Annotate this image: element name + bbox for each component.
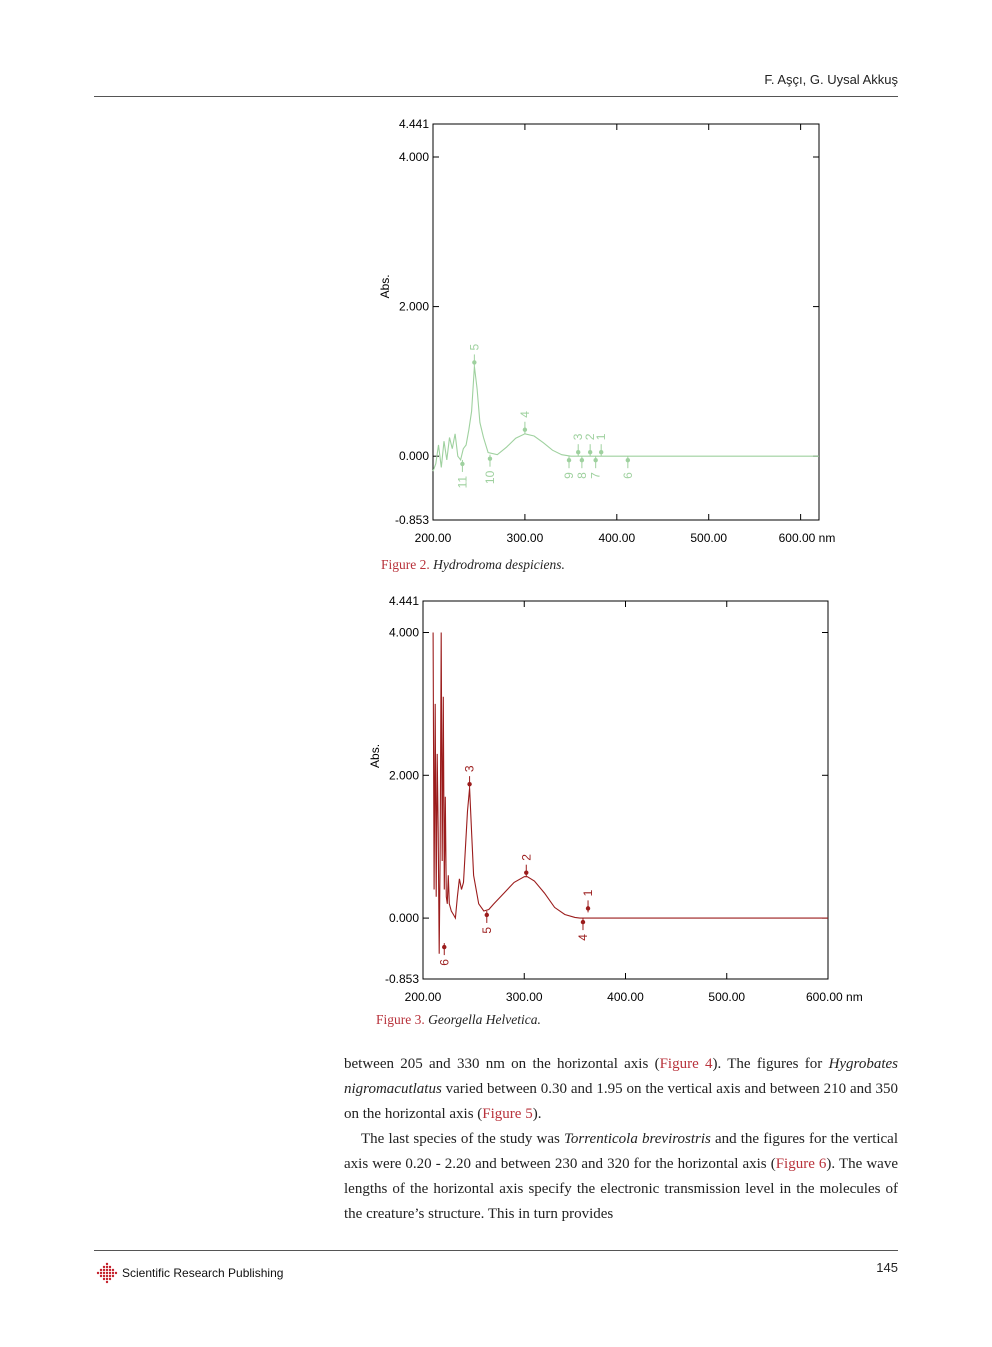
figure-3-caption-text: Georgella Helvetica. xyxy=(428,1012,541,1027)
x-tick-label: 300.00 xyxy=(506,531,544,545)
peak-label: 3 xyxy=(571,433,586,441)
logo-dot xyxy=(103,1278,105,1280)
peak-marker-dot xyxy=(567,458,571,462)
logo-dot xyxy=(97,1272,99,1274)
peak-label: 4 xyxy=(575,934,590,941)
logo-dot xyxy=(103,1275,105,1277)
header-rule xyxy=(94,96,898,97)
x-tick-label: 200.00 xyxy=(404,990,442,1004)
text-run: and the figures for the vertical axis were 0.20 - 2.20 and between 230 and 320 for the horizontal axis ( xyxy=(344,1131,899,1172)
y-tick-label: 2.000 xyxy=(388,768,419,783)
text-run: ). xyxy=(532,1106,542,1122)
y-axis-label: Abs. xyxy=(368,743,382,768)
figure-3-number: Figure 3. xyxy=(376,1012,425,1027)
logo-dot xyxy=(106,1278,108,1280)
peak-marker-dot xyxy=(599,450,603,454)
x-tick-label: 500.00 xyxy=(708,990,746,1004)
peak-label: 7 xyxy=(588,472,603,479)
peak-marker-dot xyxy=(626,458,630,462)
logo-dot xyxy=(109,1278,111,1280)
logo-dot xyxy=(100,1269,102,1271)
peak-label: 5 xyxy=(479,926,494,934)
figure-2-chart xyxy=(370,112,870,552)
x-tick-label: 200.00 xyxy=(414,531,452,545)
text-run: ). The wave lengths of the horizontal axis specify the electronic transmission level in the molecules of the creature’s structure. This in turn provides xyxy=(344,1156,898,1222)
peak-label: 8 xyxy=(574,472,589,479)
paragraph-2 xyxy=(344,1127,898,1227)
logo-dot xyxy=(100,1272,102,1274)
figure-2-number: Figure 2. xyxy=(381,557,430,572)
species-name: Torrenticola brevirostris xyxy=(563,1131,711,1147)
logo-dot xyxy=(112,1275,114,1277)
peak-marker-dot xyxy=(485,913,489,917)
x-tick-label: 600.00 nm xyxy=(778,531,836,545)
peak-marker-dot xyxy=(580,458,584,462)
peak-label: 6 xyxy=(437,959,452,966)
y-tick-label: 0.000 xyxy=(398,449,429,464)
body-text xyxy=(344,1052,898,1227)
peak-marker-dot xyxy=(588,450,592,454)
running-header-authors: F. Aşçı, G. Uysal Akkuş xyxy=(764,72,898,87)
y-axis-label: Abs. xyxy=(378,274,392,299)
peak-label: 6 xyxy=(620,472,635,479)
peak-marker-dot xyxy=(442,945,446,949)
logo-dot xyxy=(112,1272,114,1274)
peak-label: 10 xyxy=(482,470,497,485)
figure-2-caption-text: Hydrodroma despiciens. xyxy=(433,557,565,572)
logo-dot xyxy=(106,1275,108,1277)
publisher-footer xyxy=(96,1262,283,1284)
figure-3-chart xyxy=(370,588,880,1008)
figure-2-caption xyxy=(381,557,565,573)
logo-dot xyxy=(103,1272,105,1274)
peak-marker-dot xyxy=(523,428,527,432)
y-tick-label: 0.000 xyxy=(388,911,419,926)
footer-rule xyxy=(94,1250,898,1251)
series-line xyxy=(433,633,828,954)
species-name: Hygrobates nigromacutlatus xyxy=(344,1056,898,1097)
logo-dot xyxy=(106,1266,108,1268)
y-tick-label: -0.853 xyxy=(384,972,419,986)
logo-dot xyxy=(109,1269,111,1271)
peak-marker-dot xyxy=(581,920,585,924)
logo-dot xyxy=(106,1281,108,1283)
logo-dot xyxy=(103,1269,105,1271)
peak-label: 2 xyxy=(519,853,534,861)
peak-marker-dot xyxy=(586,906,590,910)
text-run: between 205 and 330 nm on the horizontal axis ( xyxy=(344,1056,660,1072)
peak-marker-dot xyxy=(467,782,471,786)
y-tick-label: 4.441 xyxy=(388,594,419,608)
figure-4-link[interactable]: Figure 4 xyxy=(659,1056,713,1072)
peak-marker-dot xyxy=(460,462,464,466)
y-tick-label: 2.000 xyxy=(398,299,429,314)
y-tick-label: -0.853 xyxy=(394,513,429,527)
logo-dot xyxy=(106,1269,108,1271)
peak-label: 2 xyxy=(583,433,598,441)
figure-6-link[interactable]: Figure 6 xyxy=(775,1156,827,1172)
peak-marker-dot xyxy=(488,456,492,460)
text-run: ). The figures for xyxy=(712,1056,829,1072)
figure-3-svg xyxy=(370,588,880,1008)
logo-dot xyxy=(109,1266,111,1268)
publisher-name: Scientific Research Publishing xyxy=(122,1266,284,1280)
x-tick-label: 300.00 xyxy=(505,990,543,1004)
peak-label: 4 xyxy=(517,411,532,418)
logo-dot xyxy=(115,1272,117,1274)
peak-label: 11 xyxy=(455,475,470,489)
logo-dot xyxy=(109,1272,111,1274)
page-number: 145 xyxy=(876,1260,898,1275)
logo-dot xyxy=(106,1272,108,1274)
series-line xyxy=(433,366,819,471)
peak-label: 1 xyxy=(581,889,596,897)
peak-label: 3 xyxy=(462,765,477,773)
logo-dot xyxy=(109,1275,111,1277)
peak-label: 9 xyxy=(562,472,577,479)
peak-label: 5 xyxy=(467,343,482,351)
x-tick-label: 600.00 nm xyxy=(806,990,863,1004)
logo-dot xyxy=(112,1269,114,1271)
publisher-logo-icon xyxy=(96,1262,118,1284)
peak-marker-dot xyxy=(472,360,476,364)
peak-marker-dot xyxy=(576,450,580,454)
text-run: varied between 0.30 and 1.95 on the vertical axis and between 210 and 350 on the horizontal axis ( xyxy=(344,1081,898,1122)
peak-marker-dot xyxy=(593,458,597,462)
peak-label: 1 xyxy=(594,433,609,441)
paragraph-1 xyxy=(344,1052,898,1127)
x-tick-label: 500.00 xyxy=(690,531,728,545)
text-run: The last species of the study was xyxy=(361,1131,564,1147)
logo-dot xyxy=(106,1263,108,1265)
x-tick-label: 400.00 xyxy=(598,531,636,545)
logo-dot xyxy=(103,1266,105,1268)
figure-2-svg xyxy=(370,112,870,552)
y-tick-label: 4.000 xyxy=(388,625,419,640)
y-tick-label: 4.000 xyxy=(398,149,429,164)
figure-3-caption xyxy=(376,1012,541,1028)
plot-frame xyxy=(423,601,828,979)
logo-dot xyxy=(100,1275,102,1277)
y-tick-label: 4.441 xyxy=(398,117,429,131)
peak-marker-dot xyxy=(524,870,528,874)
x-tick-label: 400.00 xyxy=(607,990,644,1004)
figure-5-link[interactable]: Figure 5 xyxy=(482,1106,533,1122)
